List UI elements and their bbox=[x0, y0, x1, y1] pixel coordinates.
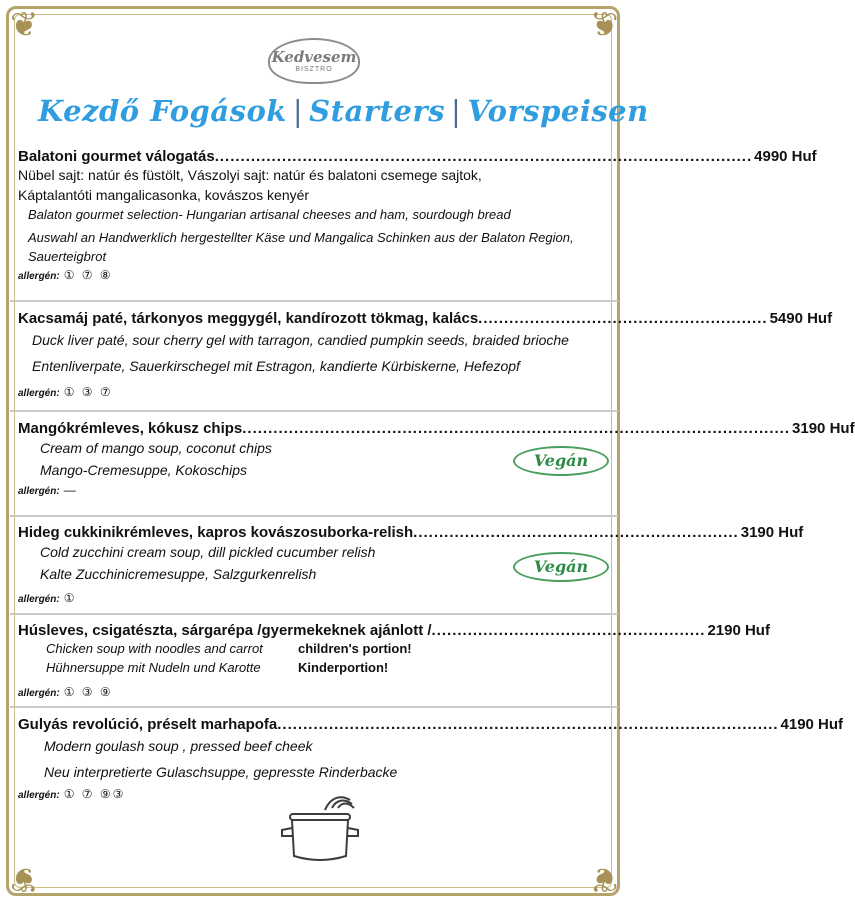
corner-ornament-icon: ❦ bbox=[589, 859, 618, 899]
title-hu: Kezdő Fogások bbox=[38, 94, 287, 128]
menu-item-price: 4990 Huf bbox=[754, 148, 817, 165]
allergen-label: allergén: bbox=[18, 688, 60, 699]
menu-item-title-row bbox=[18, 420, 855, 437]
allergen-label: allergén: bbox=[18, 594, 60, 605]
menu-item-price: 4190 Huf bbox=[780, 716, 844, 733]
corner-ornament-icon: ❦ bbox=[10, 5, 39, 45]
allergen-codes: ① ⑦ ⑨③ bbox=[63, 787, 126, 801]
menu-item-price: 2190 Huf bbox=[707, 622, 770, 639]
page-title bbox=[38, 94, 649, 128]
menu-item-de-description: Entenliverpate, Sauerkirschegel mit Estragon, kandierte Kürbiskerne, Hefezopf bbox=[32, 358, 520, 374]
menu-item-de-description: Auswahl an Handwerklich hergestellter Käse und Mangalica Schinken aus der Balaton Region, bbox=[28, 230, 574, 245]
menu-item-de-description: Sauerteigbrot bbox=[28, 249, 107, 264]
allergen-codes: ① ⑦ ⑧ bbox=[63, 268, 113, 282]
menu-item-hu-description: Nübel sajt: natúr és füstölt, Vászolyi sajt: natúr és balatoni csemege sajtok, bbox=[18, 167, 482, 183]
menu-item bbox=[18, 310, 833, 399]
menu-item-hu-description: Káptalantóti mangalicasonka, kovászos kenyér bbox=[18, 187, 310, 203]
menu-item-price: 3190 Huf bbox=[792, 420, 855, 437]
menu-item-en-description: Balaton gourmet selection- Hungarian artisanal cheeses and ham, sourdough bread bbox=[28, 207, 511, 222]
allergen-info bbox=[18, 591, 618, 605]
menu-item-en-description: Modern goulash soup , pressed beef cheek bbox=[44, 738, 313, 754]
menu-item-en-description: Cold zucchini cream soup, dill pickled cucumber relish bbox=[40, 544, 376, 560]
section-divider bbox=[10, 515, 618, 517]
title-en: Starters bbox=[309, 94, 446, 128]
corner-ornament-icon: ❦ bbox=[10, 859, 39, 899]
section-divider bbox=[10, 410, 618, 412]
allergen-label: allergén: bbox=[18, 388, 60, 399]
cooking-pot-icon bbox=[270, 790, 370, 870]
title-separator: | bbox=[451, 94, 462, 128]
allergen-info bbox=[18, 268, 618, 282]
allergen-label: allergén: bbox=[18, 486, 60, 497]
menu-item-en-description: Duck liver paté, sour cherry gel with tarragon, candied pumpkin seeds, braided brioche bbox=[32, 332, 569, 348]
menu-item-title: Mangókrémleves, kókusz chips bbox=[18, 420, 243, 437]
menu-item-title-row bbox=[18, 524, 804, 541]
menu-item bbox=[18, 716, 844, 801]
menu-item-en-description: Chicken soup with noodles and carrot bbox=[46, 641, 263, 656]
corner-ornament-icon: ❦ bbox=[589, 5, 618, 45]
allergen-info bbox=[18, 385, 618, 399]
dot-leader: ............................................................... bbox=[413, 524, 739, 541]
allergen-codes: — bbox=[63, 483, 78, 497]
vegan-badge: Vegán bbox=[513, 446, 609, 476]
menu-item-price: 5490 Huf bbox=[769, 310, 833, 327]
dot-leader: ..................................................... bbox=[431, 622, 706, 639]
dot-leader: ................................................................................................. bbox=[277, 716, 779, 733]
dot-leader: ........................................................ bbox=[478, 310, 768, 327]
menu-item bbox=[18, 148, 817, 282]
section-divider bbox=[10, 300, 618, 302]
bistro-logo bbox=[268, 38, 360, 84]
vegan-badge: Vegán bbox=[513, 552, 609, 582]
section-divider bbox=[10, 613, 618, 615]
kids-portion-de: Kinderportion! bbox=[298, 660, 389, 675]
menu-item-de-description: Kalte Zucchinicremesuppe, Salzgurkenrelish bbox=[40, 566, 317, 582]
menu-item-title: Gulyás revolúció, préselt marhapofa bbox=[18, 716, 278, 733]
menu-item-de-description: Hühnersuppe mit Nudeln und Karotte bbox=[46, 660, 261, 675]
menu-item-de-description: Mango-Cremesuppe, Kokoschips bbox=[40, 462, 247, 478]
menu-item-title-row bbox=[18, 148, 817, 165]
allergen-label: allergén: bbox=[18, 790, 60, 801]
menu-item-title: Hideg cukkinikrémleves, kapros kovászosuborka-relish bbox=[18, 524, 414, 541]
title-de: Vorspeisen bbox=[467, 94, 649, 128]
menu-item bbox=[18, 622, 770, 699]
menu-item-title-row bbox=[18, 310, 833, 327]
allergen-info bbox=[18, 685, 618, 699]
title-separator: | bbox=[292, 94, 304, 128]
dot-leader: ........................................................................................................ bbox=[214, 148, 753, 165]
allergen-codes: ① bbox=[63, 591, 77, 605]
kids-portion-en: children's portion! bbox=[298, 641, 412, 656]
logo-name: Kedvesem bbox=[271, 48, 357, 66]
menu-item-title-row bbox=[18, 622, 770, 639]
logo-sub: BISZTRO bbox=[295, 66, 333, 73]
allergen-codes: ① ③ ⑨ bbox=[63, 685, 113, 699]
allergen-info bbox=[18, 483, 618, 497]
menu-item-title: Kacsamáj paté, tárkonyos meggygél, kandírozott tökmag, kalács bbox=[18, 310, 479, 327]
menu-item-de-description: Neu interpretierte Gulaschsuppe, gepresste Rinderbacke bbox=[44, 764, 398, 780]
section-divider bbox=[10, 706, 618, 708]
menu-item-en-description: Cream of mango soup, coconut chips bbox=[40, 440, 272, 456]
allergen-label: allergén: bbox=[18, 271, 60, 282]
menu-item-title-row bbox=[18, 716, 844, 733]
allergen-codes: ① ③ ⑦ bbox=[63, 385, 113, 399]
menu-item-description-block bbox=[18, 639, 618, 679]
menu-item-title: Húsleves, csigatészta, sárgarépa /gyermekeknek ajánlott / bbox=[18, 622, 432, 639]
menu-item-title: Balatoni gourmet válogatás bbox=[18, 148, 215, 165]
menu-item-price: 3190 Huf bbox=[740, 524, 804, 541]
dot-leader: .......................................................................................................... bbox=[242, 420, 791, 437]
